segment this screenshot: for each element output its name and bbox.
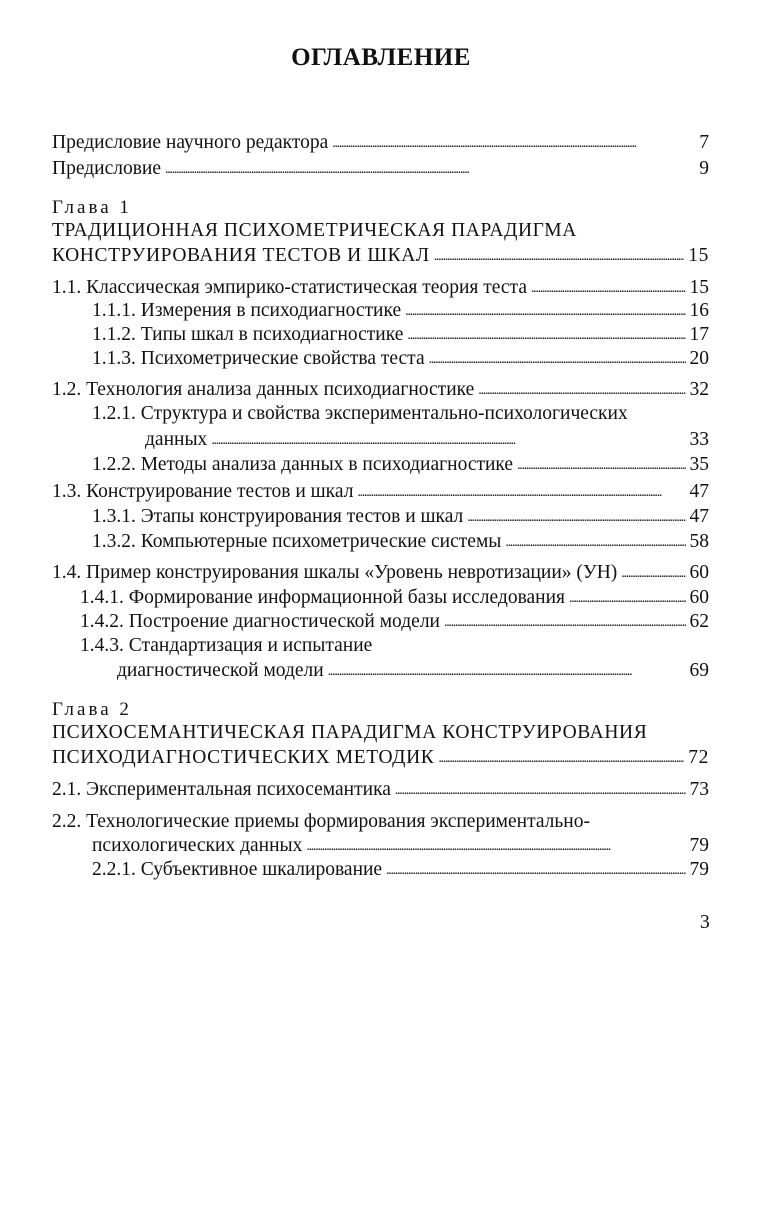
- page-number: 3: [700, 912, 710, 933]
- leader-dots: [517, 451, 685, 479]
- chapter-title: ПСИХОСЕМАНТИЧЕСКАЯ ПАРАДИГМА КОНСТРУИРОВАНИЯ: [52, 722, 648, 743]
- toc-entry-text: 2.2. Технологические приемы формирования экспериментально-: [52, 811, 590, 832]
- toc-entry-text: 1.1. Классическая эмпирико-статистическая теория теста: [52, 277, 527, 298]
- toc-entry-page: 35: [689, 454, 709, 475]
- toc-entry: [92, 529, 709, 555]
- toc-entry-text: 1.4.1. Формирование информационной базы исследования: [80, 587, 566, 608]
- leader-dots: [505, 528, 685, 556]
- toc-entry: [92, 346, 709, 372]
- toc-entry-text: 2.1. Экспериментальная психосемантика: [52, 779, 391, 800]
- leader-dots: [165, 155, 695, 183]
- toc-entry-text: 1.2. Технология анализа данных психодиагностике: [52, 379, 475, 400]
- toc-entry-text: Предисловие: [52, 158, 162, 179]
- chapter-title-text: КОНСТРУИРОВАНИЯ ТЕСТОВ И ШКАЛ: [52, 245, 430, 266]
- toc-entry-page: 73: [689, 779, 709, 800]
- toc-entry-page: 7: [699, 132, 709, 153]
- toc-entry-text: 1.1.1. Измерения в психодиагностике: [92, 300, 402, 321]
- toc-entry-text: Предисловие научного редактора: [52, 132, 329, 153]
- toc-entry: [52, 560, 709, 586]
- chapter-title-line: [52, 243, 709, 269]
- leader-dots: [621, 559, 685, 587]
- toc-entry-page: 33: [689, 429, 709, 450]
- toc-entry-page: 58: [689, 531, 709, 552]
- toc-entry-page: 20: [689, 348, 709, 369]
- toc-entry-text: 1.2.1. Структура и свойства экспериментально-психологических: [92, 403, 628, 424]
- toc-entry-page: 17: [689, 324, 709, 345]
- toc-entry-text: данных: [145, 429, 208, 450]
- toc-entry-page: 72: [688, 747, 709, 768]
- toc-entry: [92, 504, 709, 530]
- toc-entry-text: 1.2.2. Методы анализа данных в психодиагностике: [92, 454, 514, 475]
- leader-dots: [211, 426, 685, 454]
- leader-dots: [332, 129, 695, 157]
- toc-entry-text: 2.2.1. Субъективное шкалирование: [92, 859, 383, 880]
- leader-dots: [434, 242, 685, 270]
- toc-entry-page: 79: [689, 859, 709, 880]
- toc-entry-page: 69: [689, 660, 709, 681]
- toc-entry: [145, 427, 709, 453]
- toc-entry-page: 16: [689, 300, 709, 321]
- chapter-title: ТРАДИЦИОННАЯ ПСИХОМЕТРИЧЕСКАЯ ПАРАДИГМА: [52, 220, 577, 241]
- toc-entry: [80, 609, 709, 635]
- toc-entry: [52, 479, 709, 505]
- leader-dots: [467, 503, 685, 531]
- toc-entry-page: 60: [689, 587, 709, 608]
- toc-entry: [92, 857, 709, 883]
- page-title: ОГЛАВЛЕНИЕ: [291, 44, 471, 71]
- toc-entry-text: 1.3.1. Этапы конструирования тестов и шкал: [92, 506, 464, 527]
- toc-entry-page: 15: [689, 277, 709, 298]
- toc-entry-text: 1.4.2. Построение диагностической модели: [80, 611, 440, 632]
- toc-entry-page: 62: [689, 611, 709, 632]
- leader-dots: [478, 376, 685, 404]
- leader-dots: [438, 744, 684, 772]
- chapter-label: Глава 2: [52, 699, 132, 720]
- leader-dots: [328, 657, 686, 685]
- toc-entry-text: 1.1.3. Психометрические свойства теста: [92, 348, 425, 369]
- toc-entry: [52, 130, 709, 156]
- toc-entry-page: 79: [689, 835, 709, 856]
- leader-dots: [386, 856, 685, 884]
- chapter-title-line: [52, 745, 709, 771]
- toc-entry: [92, 452, 709, 478]
- toc-entry: [52, 777, 709, 803]
- toc-entry-text: 1.3. Конструирование тестов и шкал: [52, 481, 354, 502]
- toc-entry-text: диагностической модели: [117, 660, 324, 681]
- leader-dots: [429, 345, 686, 373]
- toc-entry-page: 15: [688, 245, 709, 266]
- toc-entry-page: 47: [689, 506, 709, 527]
- toc-entry-page: 60: [689, 562, 709, 583]
- toc-entry-page: 32: [689, 379, 709, 400]
- toc-entry-page: 9: [699, 158, 709, 179]
- toc-entry: [52, 156, 709, 182]
- toc-entry-text: 1.4. Пример конструирования шкалы «Уровень невротизации» (УН): [52, 562, 618, 583]
- chapter-label: Глава 1: [52, 197, 132, 218]
- toc-entry-text: 1.1.2. Типы шкал в психодиагностике: [92, 324, 404, 345]
- toc-entry: [117, 658, 709, 684]
- chapter-title-text: ПСИХОДИАГНОСТИЧЕСКИХ МЕТОДИК: [52, 747, 435, 768]
- toc-entry-text: психологических данных: [92, 835, 303, 856]
- toc-entry-text: 1.3.2. Компьютерные психометрические системы: [92, 531, 502, 552]
- toc-entry: [52, 377, 709, 403]
- toc-entry-page: 47: [689, 481, 709, 502]
- toc-entry-text: 1.4.3. Стандартизация и испытание: [80, 635, 373, 656]
- leader-dots: [395, 776, 686, 804]
- leader-dots: [357, 478, 685, 506]
- leader-dots: [444, 608, 686, 636]
